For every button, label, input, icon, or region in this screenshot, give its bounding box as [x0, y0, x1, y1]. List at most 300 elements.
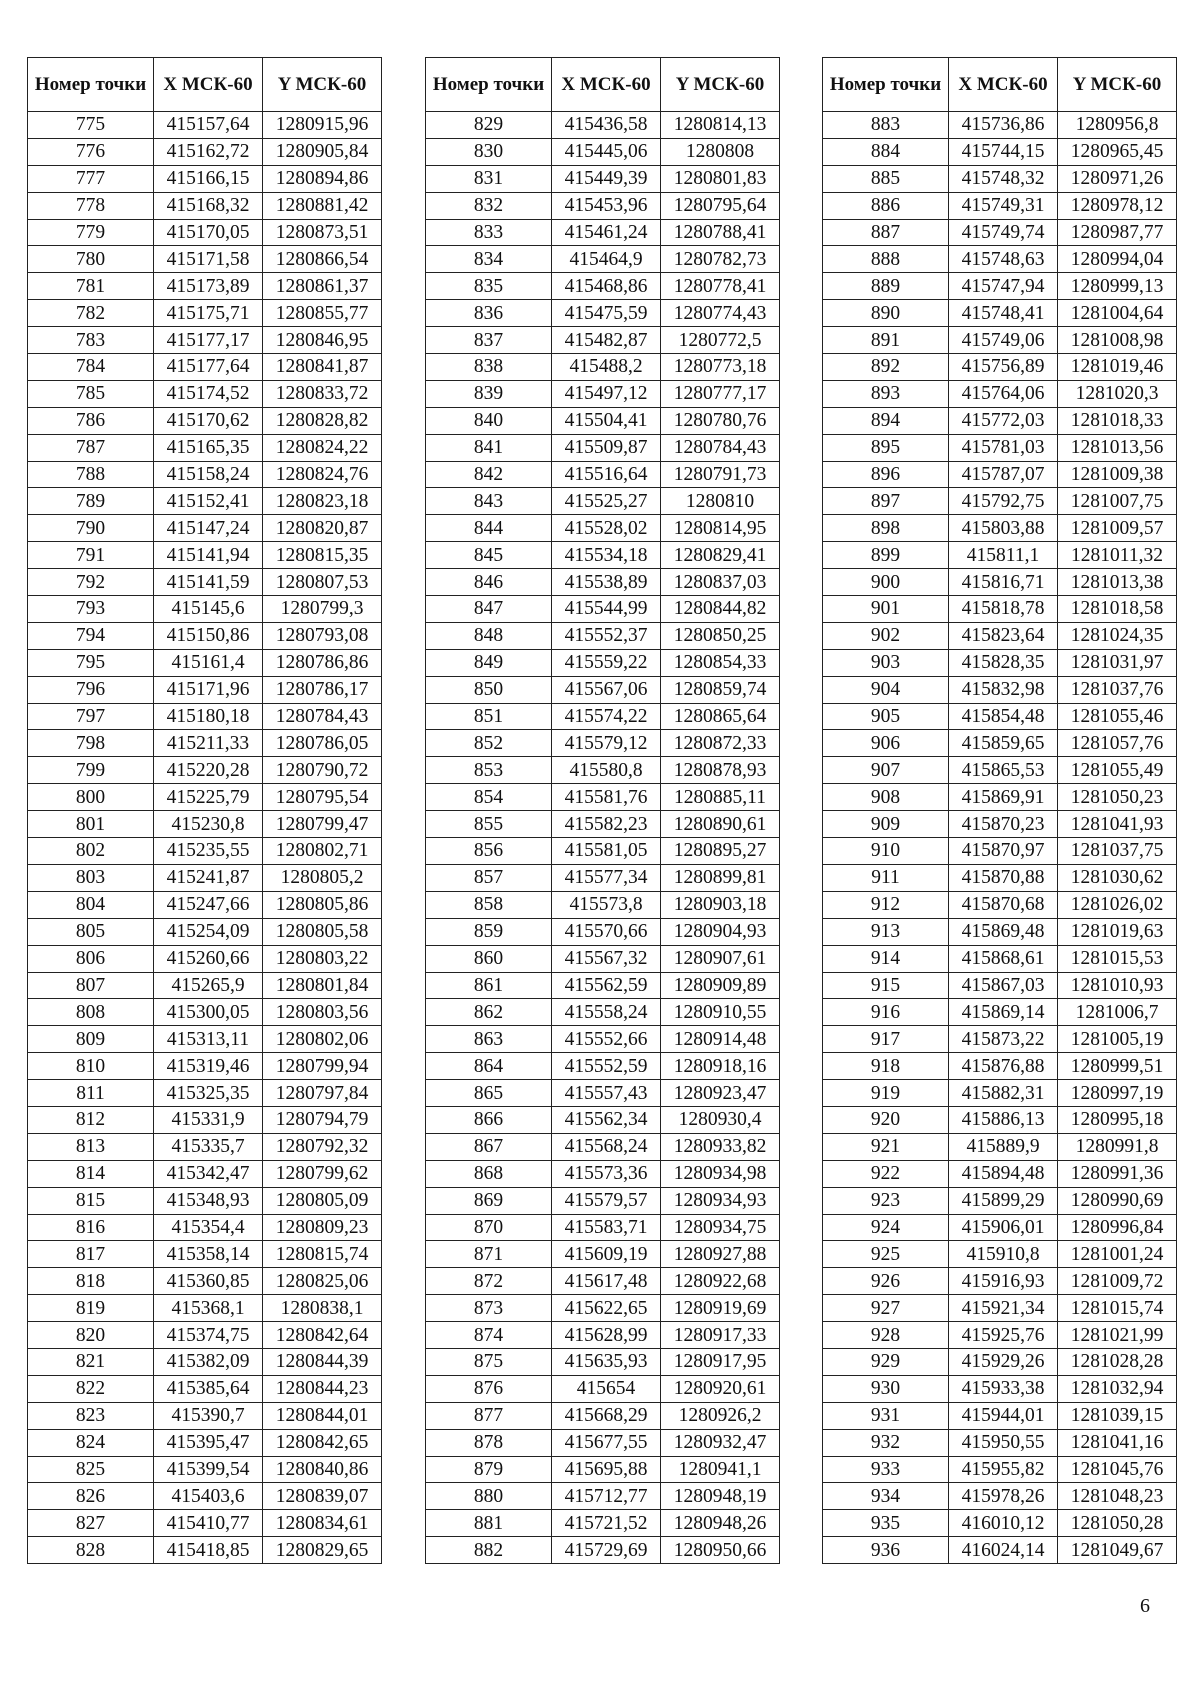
- x-coordinate-cell: 415867,03: [949, 972, 1058, 999]
- table-row: [426, 622, 780, 649]
- y-coordinate-cell: 1281009,72: [1058, 1268, 1177, 1295]
- y-coordinate-cell: 1280778,41: [661, 273, 780, 300]
- table-row: [823, 354, 1177, 381]
- x-coordinate-cell: 415748,63: [949, 246, 1058, 273]
- x-coordinate-cell: 415177,64: [154, 354, 263, 381]
- point-number-cell: 799: [28, 757, 154, 784]
- table-row: [823, 1080, 1177, 1107]
- coordinate-table-1: [27, 57, 382, 1564]
- y-coordinate-cell: 1280786,17: [263, 676, 382, 703]
- table-row: [823, 192, 1177, 219]
- x-coordinate-cell: 415171,96: [154, 676, 263, 703]
- table-row: [823, 999, 1177, 1026]
- point-number-cell: 872: [426, 1268, 552, 1295]
- point-number-cell: 851: [426, 703, 552, 730]
- table-row: [426, 461, 780, 488]
- point-number-cell: 825: [28, 1456, 154, 1483]
- y-coordinate-cell: 1280881,42: [263, 192, 382, 219]
- table-row: [28, 327, 382, 354]
- y-coordinate-cell: 1280941,1: [661, 1456, 780, 1483]
- x-coordinate-cell: 415744,15: [949, 138, 1058, 165]
- point-number-cell: 889: [823, 273, 949, 300]
- table-row: [28, 434, 382, 461]
- table-row: [28, 622, 382, 649]
- table-row: [426, 945, 780, 972]
- point-number-cell: 812: [28, 1106, 154, 1133]
- point-number-cell: 802: [28, 838, 154, 865]
- x-coordinate-cell: 415162,72: [154, 138, 263, 165]
- x-coordinate-cell: 415811,1: [949, 542, 1058, 569]
- table-row: [426, 730, 780, 757]
- point-number-cell: 901: [823, 596, 949, 623]
- table-row: [28, 1456, 382, 1483]
- table-row: [426, 1402, 780, 1429]
- point-number-cell: 855: [426, 811, 552, 838]
- y-coordinate-cell: 1281048,23: [1058, 1483, 1177, 1510]
- x-coordinate-cell: 415729,69: [552, 1537, 661, 1564]
- point-number-cell: 852: [426, 730, 552, 757]
- x-coordinate-cell: 415358,14: [154, 1241, 263, 1268]
- y-coordinate-cell: 1280907,61: [661, 945, 780, 972]
- y-coordinate-cell: 1281009,57: [1058, 515, 1177, 542]
- x-coordinate-cell: 415449,39: [552, 165, 661, 192]
- y-coordinate-cell: 1280850,25: [661, 622, 780, 649]
- y-coordinate-cell: 1280805,86: [263, 891, 382, 918]
- point-number-cell: 935: [823, 1510, 949, 1537]
- table-row: [28, 1268, 382, 1295]
- x-coordinate-cell: 415254,09: [154, 918, 263, 945]
- y-coordinate-cell: 1281050,28: [1058, 1510, 1177, 1537]
- point-number-cell: 808: [28, 999, 154, 1026]
- point-number-cell: 900: [823, 569, 949, 596]
- x-coordinate-cell: 415534,18: [552, 542, 661, 569]
- y-coordinate-cell: 1281010,93: [1058, 972, 1177, 999]
- table-row: [823, 1241, 1177, 1268]
- x-coordinate-cell: 415870,88: [949, 864, 1058, 891]
- y-coordinate-cell: 1281041,93: [1058, 811, 1177, 838]
- x-coordinate-cell: 415141,59: [154, 569, 263, 596]
- x-coordinate-cell: 415170,62: [154, 407, 263, 434]
- table-row: [28, 784, 382, 811]
- table-row: [28, 1348, 382, 1375]
- y-coordinate-cell: 1281015,53: [1058, 945, 1177, 972]
- y-coordinate-cell: 1280837,03: [661, 569, 780, 596]
- y-coordinate-cell: 1280799,62: [263, 1160, 382, 1187]
- point-number-cell: 925: [823, 1241, 949, 1268]
- point-number-cell: 849: [426, 649, 552, 676]
- table-row: [28, 1241, 382, 1268]
- point-number-cell: 777: [28, 165, 154, 192]
- y-coordinate-cell: 1280786,05: [263, 730, 382, 757]
- table-row: [823, 273, 1177, 300]
- x-coordinate-cell: 415628,99: [552, 1322, 661, 1349]
- point-number-cell: 782: [28, 300, 154, 327]
- x-coordinate-cell: 415158,24: [154, 461, 263, 488]
- table-row: [426, 1322, 780, 1349]
- y-coordinate-cell: 1280814,13: [661, 112, 780, 139]
- point-number-cell: 804: [28, 891, 154, 918]
- table-row: [426, 1133, 780, 1160]
- x-coordinate-cell: 415528,02: [552, 515, 661, 542]
- table-row: [426, 649, 780, 676]
- x-coordinate-cell: 415410,77: [154, 1510, 263, 1537]
- point-number-cell: 839: [426, 380, 552, 407]
- point-number-cell: 874: [426, 1322, 552, 1349]
- x-coordinate-cell: 415772,03: [949, 407, 1058, 434]
- x-coordinate-cell: 415870,68: [949, 891, 1058, 918]
- point-number-cell: 932: [823, 1429, 949, 1456]
- table-row: [426, 246, 780, 273]
- page-number: 6: [1140, 1595, 1150, 1617]
- y-coordinate-cell: 1280799,94: [263, 1053, 382, 1080]
- point-number-cell: 784: [28, 354, 154, 381]
- x-coordinate-cell: 415516,64: [552, 461, 661, 488]
- x-coordinate-cell: 415552,59: [552, 1053, 661, 1080]
- table-row: [28, 972, 382, 999]
- point-number-cell: 911: [823, 864, 949, 891]
- table-row: [426, 165, 780, 192]
- point-number-cell: 899: [823, 542, 949, 569]
- y-coordinate-cell: 1280794,79: [263, 1106, 382, 1133]
- point-number-cell: 831: [426, 165, 552, 192]
- y-coordinate-cell: 1280956,8: [1058, 112, 1177, 139]
- table-row: [426, 1268, 780, 1295]
- table-row: [28, 703, 382, 730]
- point-number-cell: 871: [426, 1241, 552, 1268]
- header-row: [426, 58, 780, 112]
- y-coordinate-cell: 1280934,93: [661, 1187, 780, 1214]
- y-coordinate-cell: 1280990,69: [1058, 1187, 1177, 1214]
- point-number-cell: 875: [426, 1348, 552, 1375]
- point-number-cell: 841: [426, 434, 552, 461]
- x-coordinate-cell: 415828,35: [949, 649, 1058, 676]
- table-row: [426, 891, 780, 918]
- x-coordinate-cell: 415582,23: [552, 811, 661, 838]
- table-row: [28, 1133, 382, 1160]
- y-coordinate-cell: 1281019,63: [1058, 918, 1177, 945]
- table-row: [28, 1322, 382, 1349]
- header-x: X МСК-60: [552, 58, 661, 112]
- point-number-cell: 903: [823, 649, 949, 676]
- table-row: [823, 380, 1177, 407]
- table-row: [823, 972, 1177, 999]
- table-row: [823, 622, 1177, 649]
- x-coordinate-cell: 415157,64: [154, 112, 263, 139]
- y-coordinate-cell: 1280844,01: [263, 1402, 382, 1429]
- x-coordinate-cell: 415313,11: [154, 1026, 263, 1053]
- table-row: [28, 300, 382, 327]
- point-number-cell: 887: [823, 219, 949, 246]
- table-row: [28, 165, 382, 192]
- table-row: [28, 918, 382, 945]
- point-number-cell: 803: [28, 864, 154, 891]
- x-coordinate-cell: 415464,9: [552, 246, 661, 273]
- y-coordinate-cell: 1280780,76: [661, 407, 780, 434]
- x-coordinate-cell: 415736,86: [949, 112, 1058, 139]
- x-coordinate-cell: 415950,55: [949, 1429, 1058, 1456]
- y-coordinate-cell: 1280828,82: [263, 407, 382, 434]
- y-coordinate-cell: 1281045,76: [1058, 1456, 1177, 1483]
- point-number-cell: 923: [823, 1187, 949, 1214]
- table-row: [426, 1053, 780, 1080]
- table-row: [823, 864, 1177, 891]
- table-row: [823, 1295, 1177, 1322]
- point-number-cell: 933: [823, 1456, 949, 1483]
- table-row: [426, 112, 780, 139]
- y-coordinate-cell: 1280926,2: [661, 1402, 780, 1429]
- x-coordinate-cell: 415141,94: [154, 542, 263, 569]
- point-number-cell: 919: [823, 1080, 949, 1107]
- table-row: [823, 1348, 1177, 1375]
- point-number-cell: 892: [823, 354, 949, 381]
- x-coordinate-cell: 415764,06: [949, 380, 1058, 407]
- x-coordinate-cell: 415180,18: [154, 703, 263, 730]
- point-number-cell: 888: [823, 246, 949, 273]
- point-number-cell: 913: [823, 918, 949, 945]
- point-number-cell: 854: [426, 784, 552, 811]
- table-row: [28, 1375, 382, 1402]
- point-number-cell: 848: [426, 622, 552, 649]
- table-row: [28, 1429, 382, 1456]
- header-x: X МСК-60: [949, 58, 1058, 112]
- table-row: [426, 569, 780, 596]
- point-number-cell: 798: [28, 730, 154, 757]
- y-coordinate-cell: 1280842,65: [263, 1429, 382, 1456]
- point-number-cell: 827: [28, 1510, 154, 1537]
- x-coordinate-cell: 415573,36: [552, 1160, 661, 1187]
- coordinate-table-2: [425, 57, 780, 1564]
- y-coordinate-cell: 1280803,22: [263, 945, 382, 972]
- table-row: [426, 1429, 780, 1456]
- x-coordinate-cell: 415225,79: [154, 784, 263, 811]
- x-coordinate-cell: 415325,35: [154, 1080, 263, 1107]
- x-coordinate-cell: 415390,7: [154, 1402, 263, 1429]
- table-row: [823, 1402, 1177, 1429]
- y-coordinate-cell: 1280999,13: [1058, 273, 1177, 300]
- x-coordinate-cell: 415781,03: [949, 434, 1058, 461]
- table-row: [823, 569, 1177, 596]
- x-coordinate-cell: 415461,24: [552, 219, 661, 246]
- point-number-cell: 877: [426, 1402, 552, 1429]
- y-coordinate-cell: 1280807,53: [263, 569, 382, 596]
- table-row: [28, 488, 382, 515]
- x-coordinate-cell: 415374,75: [154, 1322, 263, 1349]
- point-number-cell: 885: [823, 165, 949, 192]
- point-number-cell: 787: [28, 434, 154, 461]
- y-coordinate-cell: 1280915,96: [263, 112, 382, 139]
- y-coordinate-cell: 1280934,98: [661, 1160, 780, 1187]
- header-row: [28, 58, 382, 112]
- y-coordinate-cell: 1280914,48: [661, 1026, 780, 1053]
- point-number-cell: 779: [28, 219, 154, 246]
- x-coordinate-cell: 415488,2: [552, 354, 661, 381]
- table-row: [28, 730, 382, 757]
- table-row: [28, 1483, 382, 1510]
- table-row: [426, 407, 780, 434]
- y-coordinate-cell: 1280810: [661, 488, 780, 515]
- y-coordinate-cell: 1281055,49: [1058, 757, 1177, 784]
- y-coordinate-cell: 1280825,06: [263, 1268, 382, 1295]
- table-row: [426, 327, 780, 354]
- x-coordinate-cell: 415929,26: [949, 1348, 1058, 1375]
- y-coordinate-cell: 1281037,76: [1058, 676, 1177, 703]
- point-number-cell: 862: [426, 999, 552, 1026]
- point-number-cell: 819: [28, 1295, 154, 1322]
- y-coordinate-cell: 1280795,64: [661, 192, 780, 219]
- table-row: [823, 1537, 1177, 1564]
- x-coordinate-cell: 415568,24: [552, 1133, 661, 1160]
- table-row: [28, 864, 382, 891]
- point-number-cell: 813: [28, 1133, 154, 1160]
- point-number-cell: 864: [426, 1053, 552, 1080]
- x-coordinate-cell: 415712,77: [552, 1483, 661, 1510]
- point-number-cell: 870: [426, 1214, 552, 1241]
- table-row: [426, 757, 780, 784]
- point-number-cell: 790: [28, 515, 154, 542]
- table-row: [28, 569, 382, 596]
- y-coordinate-cell: 1280965,45: [1058, 138, 1177, 165]
- point-number-cell: 821: [28, 1348, 154, 1375]
- x-coordinate-cell: 415579,57: [552, 1187, 661, 1214]
- header-x: X МСК-60: [154, 58, 263, 112]
- x-coordinate-cell: 415868,61: [949, 945, 1058, 972]
- table-row: [823, 1026, 1177, 1053]
- table-row: [28, 515, 382, 542]
- y-coordinate-cell: 1280910,55: [661, 999, 780, 1026]
- y-coordinate-cell: 1281018,58: [1058, 596, 1177, 623]
- x-coordinate-cell: 415792,75: [949, 488, 1058, 515]
- point-number-cell: 845: [426, 542, 552, 569]
- table-row: [28, 891, 382, 918]
- x-coordinate-cell: 415368,1: [154, 1295, 263, 1322]
- point-number-cell: 893: [823, 380, 949, 407]
- y-coordinate-cell: 1280839,07: [263, 1483, 382, 1510]
- point-number-cell: 846: [426, 569, 552, 596]
- point-number-cell: 912: [823, 891, 949, 918]
- y-coordinate-cell: 1280996,84: [1058, 1214, 1177, 1241]
- point-number-cell: 794: [28, 622, 154, 649]
- x-coordinate-cell: 415756,89: [949, 354, 1058, 381]
- point-number-cell: 836: [426, 300, 552, 327]
- x-coordinate-cell: 415889,9: [949, 1133, 1058, 1160]
- point-number-cell: 867: [426, 1133, 552, 1160]
- x-coordinate-cell: 415748,32: [949, 165, 1058, 192]
- table-row: [426, 1375, 780, 1402]
- table-row: [28, 1214, 382, 1241]
- y-coordinate-cell: 1280841,87: [263, 354, 382, 381]
- x-coordinate-cell: 415382,09: [154, 1348, 263, 1375]
- x-coordinate-cell: 415803,88: [949, 515, 1058, 542]
- y-coordinate-cell: 1280805,2: [263, 864, 382, 891]
- table-row: [426, 703, 780, 730]
- point-number-cell: 922: [823, 1160, 949, 1187]
- point-number-cell: 879: [426, 1456, 552, 1483]
- table-row: [823, 730, 1177, 757]
- y-coordinate-cell: 1280873,51: [263, 219, 382, 246]
- y-coordinate-cell: 1280823,18: [263, 488, 382, 515]
- y-coordinate-cell: 1280918,16: [661, 1053, 780, 1080]
- x-coordinate-cell: 416024,14: [949, 1537, 1058, 1564]
- x-coordinate-cell: 415331,9: [154, 1106, 263, 1133]
- y-coordinate-cell: 1280791,73: [661, 461, 780, 488]
- y-coordinate-cell: 1281026,02: [1058, 891, 1177, 918]
- point-number-cell: 785: [28, 380, 154, 407]
- x-coordinate-cell: 415468,86: [552, 273, 661, 300]
- table-row: [426, 1456, 780, 1483]
- x-coordinate-cell: 415177,17: [154, 327, 263, 354]
- x-coordinate-cell: 415859,65: [949, 730, 1058, 757]
- table-row: [426, 676, 780, 703]
- y-coordinate-cell: 1280934,75: [661, 1214, 780, 1241]
- table-row: [823, 327, 1177, 354]
- point-number-cell: 931: [823, 1402, 949, 1429]
- x-coordinate-cell: 415787,07: [949, 461, 1058, 488]
- table-row: [28, 1053, 382, 1080]
- table-row: [28, 1537, 382, 1564]
- x-coordinate-cell: 415241,87: [154, 864, 263, 891]
- table-row: [823, 1268, 1177, 1295]
- x-coordinate-cell: 415567,06: [552, 676, 661, 703]
- table-row: [823, 918, 1177, 945]
- y-coordinate-cell: 1280922,68: [661, 1268, 780, 1295]
- table-row: [823, 165, 1177, 192]
- x-coordinate-cell: 415933,38: [949, 1375, 1058, 1402]
- y-coordinate-cell: 1281013,38: [1058, 569, 1177, 596]
- x-coordinate-cell: 415579,12: [552, 730, 661, 757]
- x-coordinate-cell: 415721,52: [552, 1510, 661, 1537]
- y-coordinate-cell: 1281004,64: [1058, 300, 1177, 327]
- y-coordinate-cell: 1280772,5: [661, 327, 780, 354]
- y-coordinate-cell: 1280927,88: [661, 1241, 780, 1268]
- x-coordinate-cell: 415260,66: [154, 945, 263, 972]
- y-coordinate-cell: 1280991,8: [1058, 1133, 1177, 1160]
- y-coordinate-cell: 1280997,19: [1058, 1080, 1177, 1107]
- table-row: [28, 1402, 382, 1429]
- x-coordinate-cell: 415749,74: [949, 219, 1058, 246]
- y-coordinate-cell: 1280923,47: [661, 1080, 780, 1107]
- x-coordinate-cell: 415174,52: [154, 380, 263, 407]
- x-coordinate-cell: 415552,66: [552, 1026, 661, 1053]
- table-row: [426, 1241, 780, 1268]
- point-number-cell: 858: [426, 891, 552, 918]
- table-row: [426, 1510, 780, 1537]
- point-number-cell: 832: [426, 192, 552, 219]
- point-number-cell: 780: [28, 246, 154, 273]
- point-number-cell: 816: [28, 1214, 154, 1241]
- y-coordinate-cell: 1280801,83: [661, 165, 780, 192]
- y-coordinate-cell: 1280801,84: [263, 972, 382, 999]
- table-row: [823, 649, 1177, 676]
- y-coordinate-cell: 1280829,41: [661, 542, 780, 569]
- x-coordinate-cell: 415955,82: [949, 1456, 1058, 1483]
- table-row: [426, 1537, 780, 1564]
- x-coordinate-cell: 415832,98: [949, 676, 1058, 703]
- table-row: [823, 300, 1177, 327]
- y-coordinate-cell: 1280834,61: [263, 1510, 382, 1537]
- table-row: [426, 811, 780, 838]
- point-number-cell: 908: [823, 784, 949, 811]
- x-coordinate-cell: 415300,05: [154, 999, 263, 1026]
- table-row: [28, 192, 382, 219]
- x-coordinate-cell: 415916,93: [949, 1268, 1058, 1295]
- point-number-cell: 929: [823, 1348, 949, 1375]
- table-row: [823, 1106, 1177, 1133]
- x-coordinate-cell: 415403,6: [154, 1483, 263, 1510]
- point-number-cell: 809: [28, 1026, 154, 1053]
- point-number-cell: 859: [426, 918, 552, 945]
- x-coordinate-cell: 415854,48: [949, 703, 1058, 730]
- point-number-cell: 878: [426, 1429, 552, 1456]
